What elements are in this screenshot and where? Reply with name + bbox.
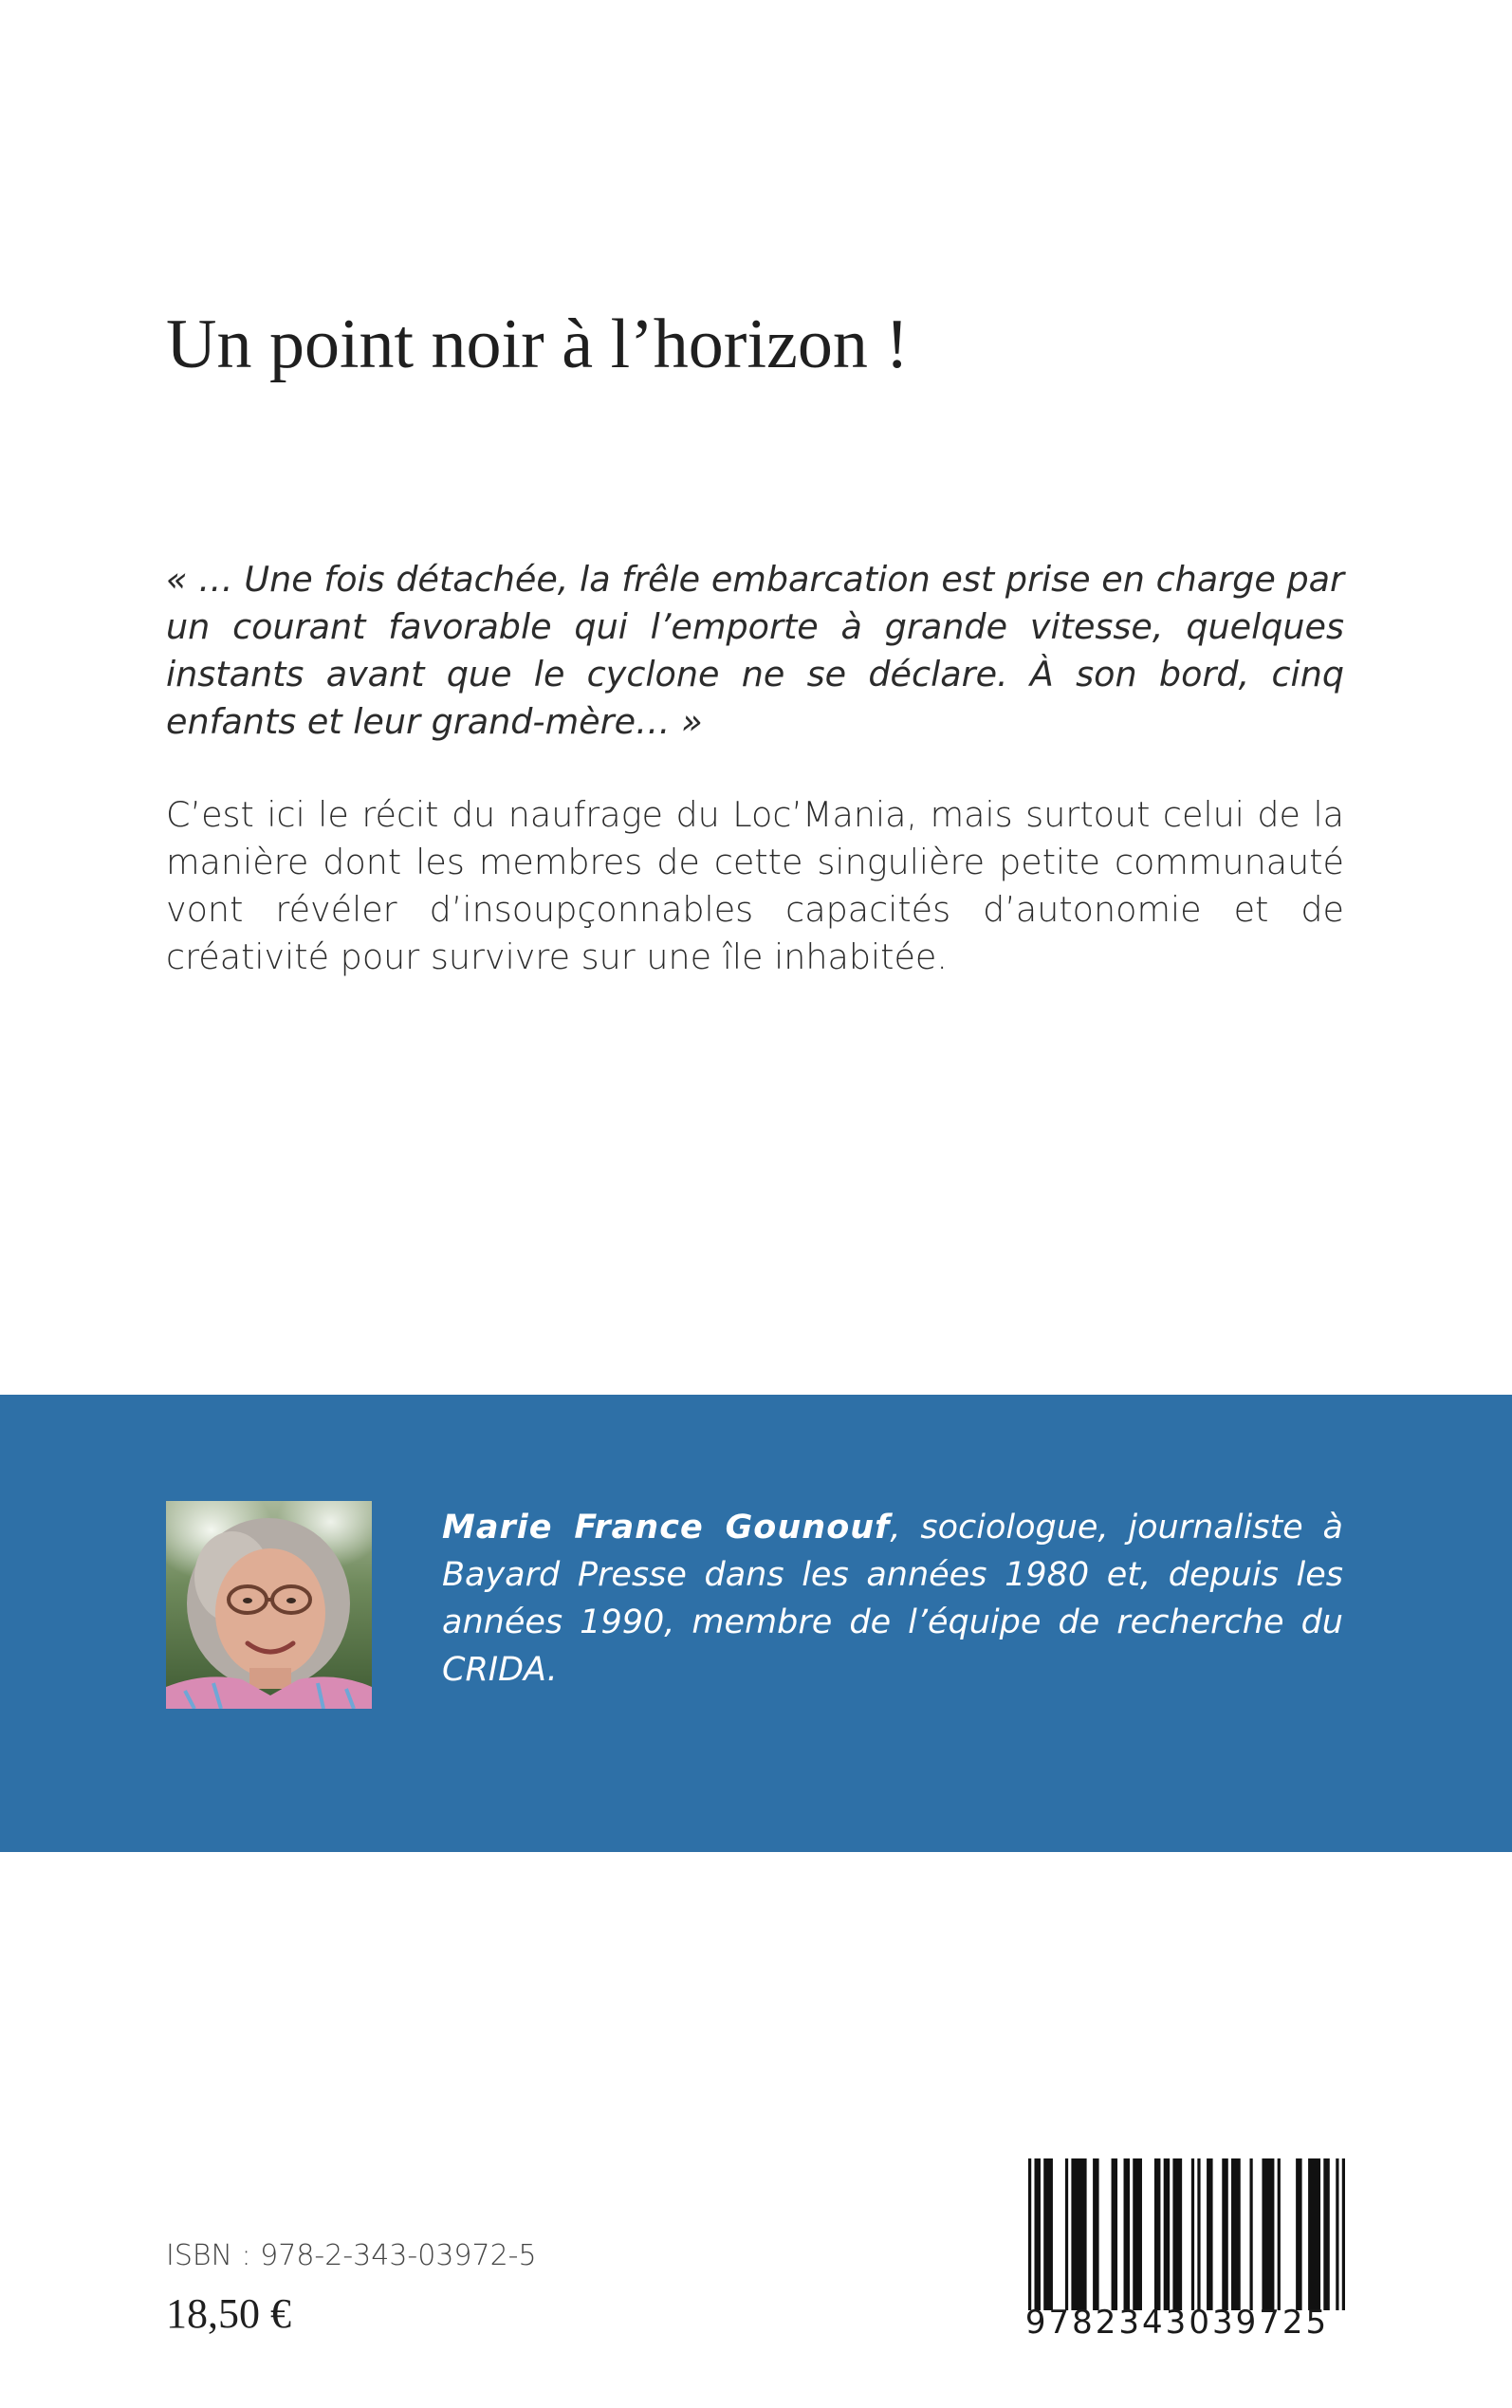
barcode-bar [1323,2158,1329,2310]
barcode [1028,2158,1345,2310]
excerpt-quote: « … Une fois détachée, la frêle embarcation est prise en charge par un courant favorable qui l’emporte à grande vitesse, quelques instants avant que le cyclone ne se déclare. À son bord, cinq enfants et leur grand-mère… » [166,559,1344,742]
barcode-bar [1336,2158,1338,2310]
isbn: ISBN : 978-2-343-03972-5 [166,2239,537,2272]
barcode-bar [1172,2158,1182,2310]
barcode-bar [1112,2158,1117,2310]
barcode-bar [1028,2158,1031,2310]
barcode-bar [1296,2158,1301,2310]
barcode-bar [1124,2158,1130,2310]
barcode-bar [1342,2158,1345,2310]
barcode-bar [1222,2158,1227,2310]
barcode-bar [1043,2158,1053,2310]
barcode-bar [1093,2158,1098,2310]
author-photo [166,1501,372,1709]
barcode-digits: 9782343039725 [1024,2304,1330,2342]
barcode-bar [1249,2158,1252,2310]
barcode-bar [1278,2158,1281,2310]
barcode-bar [1154,2158,1160,2310]
barcode-bar [1231,2158,1241,2310]
barcode-bar [1197,2158,1200,2310]
barcode-bar [1262,2158,1274,2310]
book-summary: C’est ici le récit du naufrage du Loc’Mania, mais surtout celui de la manière dont les membres de cette singulière petite communauté vont révéler d’insoupçonnables capacités d’autonomie et de créativité pour survivre sur une île inhabitée. [166,794,1344,977]
author-bio [442,1504,1343,1694]
author-portrait-drawing [166,1501,372,1709]
barcode-bar [1207,2158,1212,2310]
barcode-bar [1133,2158,1142,2310]
barcode-bar [1191,2158,1194,2310]
barcode-bar [1071,2158,1086,2310]
price: 18,50 € [166,2290,291,2337]
barcode-bar [1308,2158,1320,2310]
author-bio-text: , sociologue, journaliste à Bayard Presse dans les années 1980 et, depuis les années 1990, membre de l’équipe de recherche du CRIDA. [442,1509,1343,1689]
barcode-bar [1034,2158,1040,2310]
author-name: Marie France Gounouf [442,1509,891,1547]
barcode-bar [1164,2158,1170,2310]
barcode-bar [1065,2158,1068,2310]
book-title: Un point noir à l’horizon ! [166,306,909,383]
